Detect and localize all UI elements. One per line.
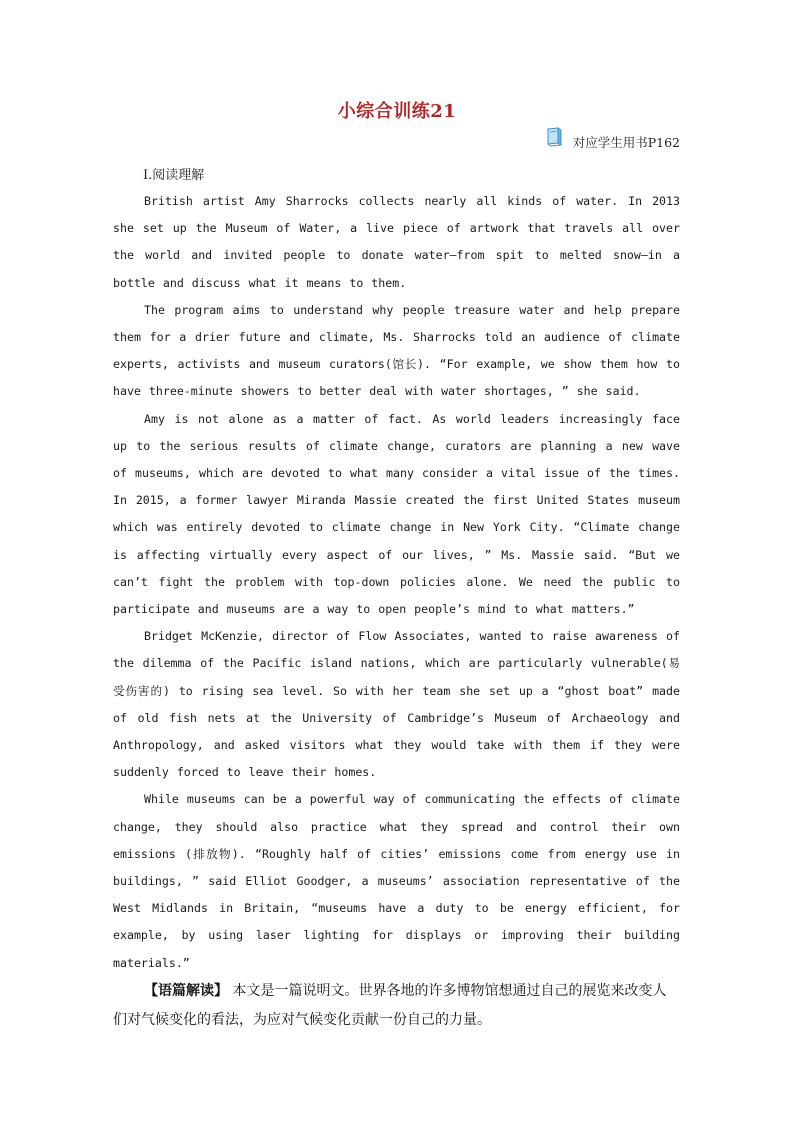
paragraph-4: Bridget McKenzie, director of Flow Associates, wanted to raise awareness of the dilemma of the Pacific island nations, which are particularly vulnerable(易受伤害的) to rising sea level. So with her team she set up a “ghost boat” made of old fish nets at the University of Cambridge’s Museum of Archaeology and Anthropology, and asked visitors what they would take with them if they were suddenly forced to leave their homes. [113,629,680,780]
reference-line [545,133,680,151]
summary-tag: 【语篇解读】 [144,982,228,999]
paragraph-1: British artist Amy Sharrocks collects nearly all kinds of water. In 2013 she set up the Museum of Water, a live piece of artwork that travels all over the world and invited people to donate water—from spit to melted snow—in a bottle and discuss what it means to them. [113,194,680,290]
section-heading: Ⅰ.阅读理解 [143,168,205,183]
paragraph-3: Amy is not alone as a matter of fact. As world leaders increasingly face up to the serious results of climate change, curators are planning a new wave of museums, which are devoted to what many consider a vital issue of the times. In 2015, a former lawyer Miranda Massie created the first United States museum which was entirely devoted to climate change in New York City. “Climate change is affecting virtually every aspect of our lives, ” Ms. Massie said. “But we can’t fight the problem with top-down policies alone. We need the public to participate and museums are a way to open people’s mind to what matters.” [113,411,680,617]
summary-text: 本文是一篇说明文。世界各地的许多博物馆想通过自己的展览来改变人们对气候变化的看法，为应对气候变化贡献一份自己的力量。 [113,982,667,1028]
passage [113,188,680,1035]
summary [113,977,680,1035]
book-icon [545,127,563,147]
paragraph-2: The program aims to understand why people treasure water and help prepare them for a drier future and climate, Ms. Sharrocks told an audience of climate experts, activists and museum curators(馆长). “For example, we show them how to have three-minute showers to better deal with water shortages, ” she said. [113,302,680,399]
page-title: 小综合训练21 [337,101,457,122]
paragraph-5: While museums can be a powerful way of communicating the effects of climate change, they should also practice what they spread and control their own emissions (排放物). “Roughly half of cities’ emissions come from energy use in buildings, ” said Elliot Goodger, a museums’ association representative of the West Midlands in Britain, “museums have a duty to be energy efficient, for example, by using laser lighting for displays or improving their building materials.” [113,792,680,970]
reference-text: 对应学生用书P162 [572,135,680,150]
